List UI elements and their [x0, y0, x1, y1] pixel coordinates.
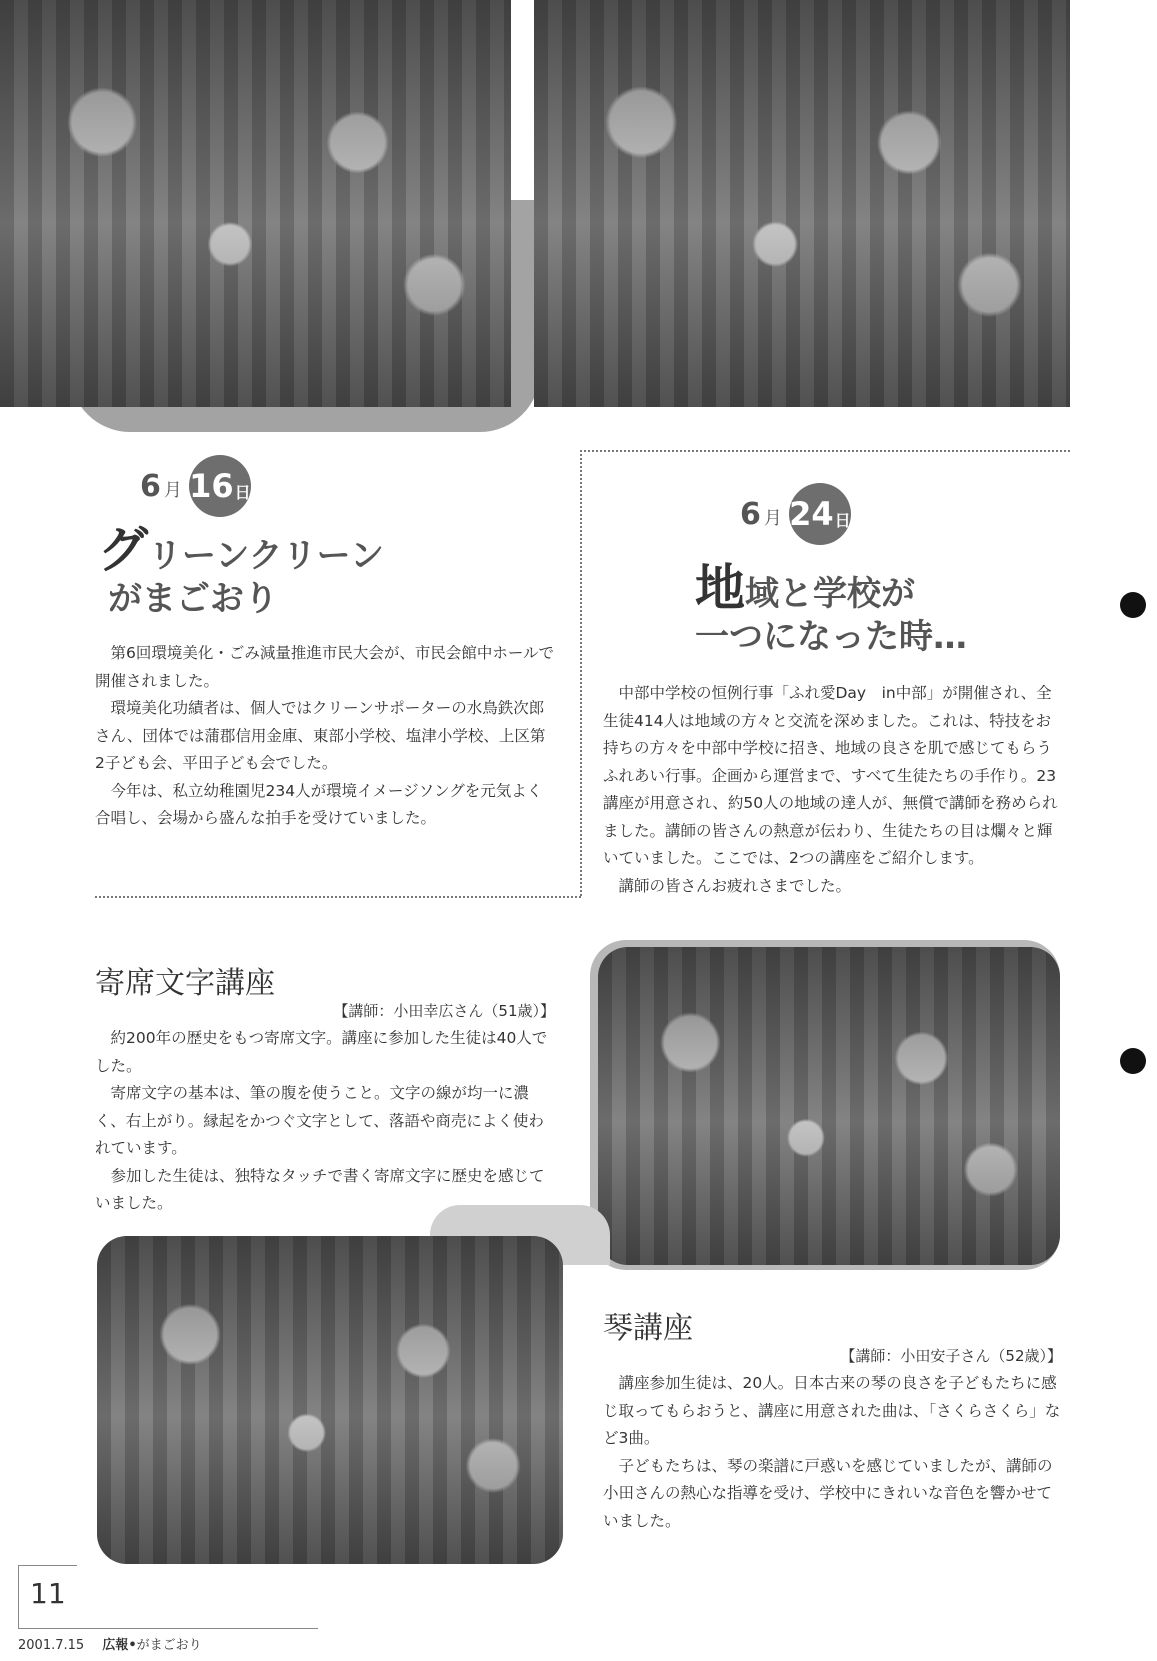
article2-title-line2: 一つになった時…	[695, 616, 967, 657]
punch-hole-top	[1120, 592, 1146, 618]
article1-day-unit: 日	[234, 482, 251, 502]
footer-line	[18, 1634, 202, 1653]
article2-body	[603, 680, 1063, 900]
yose-photo	[97, 1236, 563, 1564]
top-right-photo	[534, 0, 1070, 407]
article1-month-unit: 月	[163, 479, 183, 501]
article2-paragraph: 中部中学校の恒例行事「ふれ愛Day in中部」が開催され、全生徒414人は地域の方々と交流を深めました。これは、特技をお持ちの方々を中部中学校に招き、地域の良さを肌で感じてもらうふれあい行事。企画から運営まで、すべて生徒たちの手作り。23講座が用意され、約50人の地域の達人が、無償で講師を務められました。講師の皆さんの熱意が伝わり、生徒たちの目は爛々と輝いていました。ここでは、2つの講座をご紹介します。	[603, 684, 1058, 867]
article2-date	[740, 483, 851, 545]
footer-publication-bold: 広報	[102, 1638, 129, 1653]
yose-paragraph: 参加した生徒は、独特なタッチで書く寄席文字に歴史を感じていました。	[95, 1166, 545, 1212]
yose-title: 寄席文字講座	[95, 966, 275, 1001]
article2-day: 24	[789, 495, 834, 533]
yose-instructor: 【講師：小田幸広さん（51歳）】	[333, 1002, 555, 1020]
koto-photo	[598, 947, 1060, 1265]
article2-month: 6	[740, 496, 762, 532]
article1-title-first-char: グ	[98, 521, 148, 579]
yose-paragraph: 約200年の歴史をもつ寄席文字。講座に参加した生徒は40人でした。	[95, 1029, 548, 1075]
article2-frame-left	[580, 450, 582, 896]
article1-title-line2: がまごおり	[108, 578, 278, 619]
yose-body	[95, 1025, 555, 1218]
article2-frame-top	[580, 450, 1070, 452]
article1-date	[140, 455, 251, 517]
article1-paragraph: 環境美化功績者は、個人ではクリーンサポーターの水鳥鉄次郎さん、団体では蒲郡信用金庫、東部小学校、塩津小学校、上区第2子ども会、平田子ども会でした。	[95, 699, 546, 772]
article1-day-badge	[189, 455, 251, 517]
article2-day-unit: 日	[834, 510, 851, 530]
article1-title-line1: リーンクリーン	[148, 536, 384, 576]
article1-body	[95, 640, 555, 833]
article1-paragraph: 第6回環境美化・ごみ減量推進市民大会が、市民会館中ホールで開催されました。	[95, 644, 555, 690]
article2-title-line1: 域と学校が	[745, 574, 915, 614]
article1-frame-bottom	[95, 896, 581, 898]
article1-title	[98, 522, 384, 619]
article2-paragraph: 講師の皆さんお疲れさまでした。	[618, 876, 852, 895]
koto-paragraph: 講座参加生徒は、20人。日本古来の琴の良さを子どもたちに感じ取ってもらおうと、講座に用意された曲は、「さくらさくら」など3曲。	[603, 1374, 1061, 1447]
article2-month-unit: 月	[763, 507, 783, 529]
footer-rule	[18, 1628, 318, 1629]
page-number: 11	[30, 1577, 66, 1610]
article2-day-badge	[789, 483, 851, 545]
koto-title: 琴講座	[603, 1311, 693, 1346]
footer-date: 2001.7.15	[18, 1638, 85, 1653]
yose-paragraph: 寄席文字の基本は、筆の腹を使うこと。文字の線が均一に濃く、右上がり。縁起をかつぐ文字として、落語や商売によく使われています。	[95, 1084, 544, 1157]
top-left-photo	[0, 0, 511, 407]
footer-publication-rest: がまごおり	[136, 1638, 202, 1653]
punch-hole-bottom	[1120, 1048, 1146, 1074]
article1-month: 6	[140, 468, 162, 504]
article2-title	[695, 560, 967, 657]
koto-instructor: 【講師：小田安子さん（52歳）】	[840, 1347, 1062, 1365]
koto-paragraph: 子どもたちは、琴の楽譜に戸惑いを感じていましたが、講師の小田さんの熱心な指導を受け、学校中にきれいな音色を響かせていました。	[603, 1456, 1053, 1530]
article2-title-first-char: 地	[695, 559, 745, 617]
footer-publication-dot: •	[128, 1638, 137, 1653]
article1-paragraph: 今年は、私立幼稚園児234人が環境イメージソングを元気よく合唱し、会場から盛んな拍手を受けていました。	[95, 781, 543, 827]
article1-day: 16	[189, 467, 234, 505]
koto-body	[603, 1370, 1063, 1535]
